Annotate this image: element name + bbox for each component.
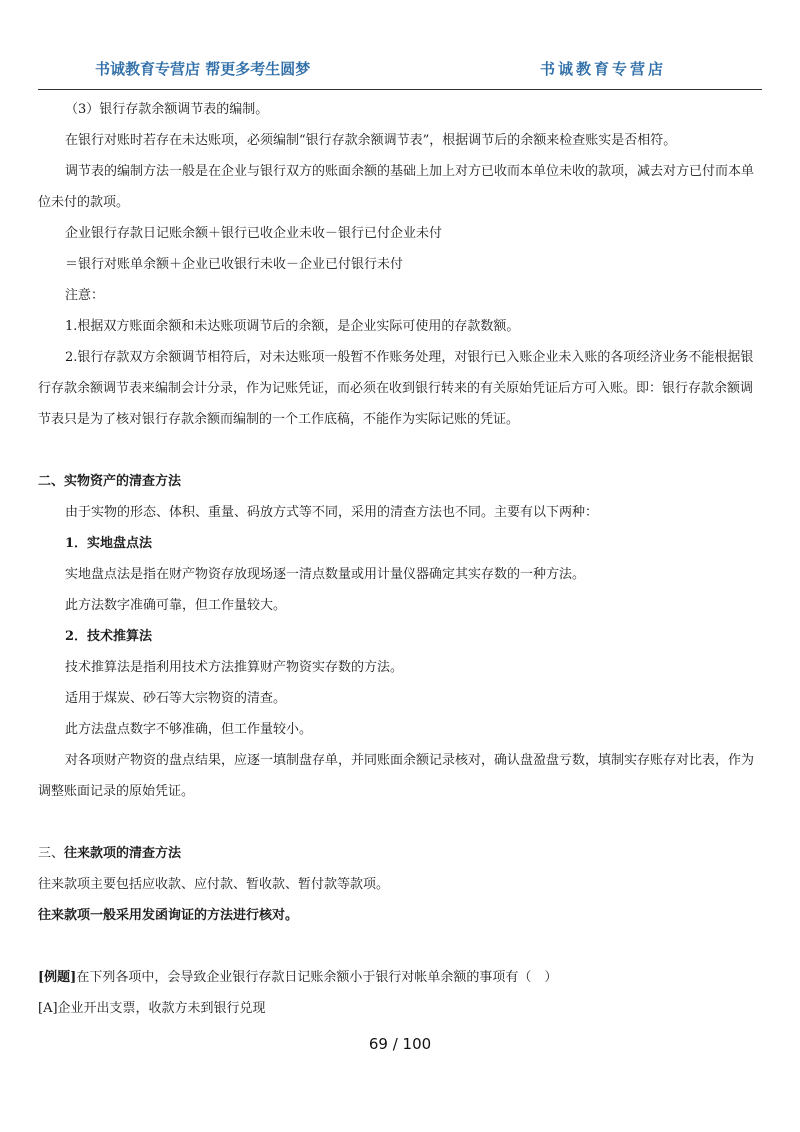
paragraph: 在银行对账时若存在未达账项，必须编制“银行存款余额调节表”，根据调节后的余额来检查账实是否相符。 xyxy=(65,133,677,148)
spacer xyxy=(38,807,762,838)
page-number: 69 / 100 xyxy=(368,1035,432,1053)
section-heading: 二、实物资产的清查方法 xyxy=(38,474,182,489)
paragraph: 往来款项主要包括应收款、应付款、暂收款、暂付款等款项。 xyxy=(38,877,390,892)
paragraph: 由于实物的形态、体积、重量、码放方式等不同，采用的清查方法也不同。主要有以下两种： xyxy=(65,505,599,520)
note-item: 1.根据双方账面余额和未达账项调节后的余额，是企业实际可使用的存款数额。 xyxy=(65,319,520,334)
paragraph: 调节表的编制方法一般是在企业与银行双方的账面余额的基础上加上对方已收而本单位未收的款项，减去对方已付而本单位未付的款项。 xyxy=(38,164,755,210)
header-shop-slogan: 书诚教育专营店 帮更多考生圆梦 xyxy=(95,60,311,78)
example-label: [例题] xyxy=(38,970,77,985)
note-label: 注意： xyxy=(65,288,105,303)
paragraph: 实地盘点法是指在财产物资存放现场逐一清点数量或用计量仪器确定其实存数的一种方法。 xyxy=(65,567,586,582)
spacer xyxy=(38,931,762,962)
page-content xyxy=(38,94,762,1024)
formula-line: ＝银行对账单余额＋企业已收银行未收－企业已付银行未付 xyxy=(65,257,404,272)
example-text: 在下列各项中，会导致企业银行存款日记账余额小于银行对帐单余额的事项有（ ） xyxy=(76,970,558,985)
answer-option-a: [A]企业开出支票，收款方未到银行兑现 xyxy=(38,1001,266,1016)
page-header xyxy=(0,0,800,92)
key-point: 往来款项一般采用发函询证的方法进行核对。 xyxy=(38,908,299,923)
subsection-heading: 1．实地盘点法 xyxy=(65,536,153,551)
section-title: 往来款项的清查方法 xyxy=(64,846,182,861)
paragraph: 对各项财产物资的盘点结果，应逐一填制盘存单，并同账面余额记录核对，确认盘盈盘亏数，填制实存账存对比表，作为调整账面记录的原始凭证。 xyxy=(38,753,755,799)
section-heading xyxy=(38,838,762,869)
paragraph: （3）银行存款余额调节表的编制。 xyxy=(65,102,269,117)
example-question xyxy=(38,962,762,993)
subsection-heading: 2．技术推算法 xyxy=(65,629,153,644)
formula-line: 企业银行存款日记账余额＋银行已收企业未收－银行已付企业未付 xyxy=(65,226,443,241)
note-item: 2.银行存款双方余额调节相符后，对未达账项一般暂不作账务处理，对银行已入账企业未入账的各项经济业务不能根据银行存款余额调节表来编制会计分录，作为记账凭证，而必须在收到银行转来的有关原始凭证后方可入账。即：银行存款余额调节表只是为了核对银行存款余额而编制的一个工作底稿，不能作为实际记账的凭证。 xyxy=(38,350,754,427)
paragraph: 此方法数字准确可靠，但工作量较大。 xyxy=(65,598,287,613)
header-shop-name: 书诚教育专营店 xyxy=(540,60,667,78)
section-number: 三、 xyxy=(38,846,65,861)
paragraph: 技术推算法是指利用技术方法推算财产物资实存数的方法。 xyxy=(65,660,404,675)
header-divider xyxy=(38,89,762,90)
spacer xyxy=(38,435,762,466)
paragraph: 适用于煤炭、砂石等大宗物资的清查。 xyxy=(65,691,287,706)
paragraph: 此方法盘点数字不够准确，但工作量较小。 xyxy=(65,722,313,737)
